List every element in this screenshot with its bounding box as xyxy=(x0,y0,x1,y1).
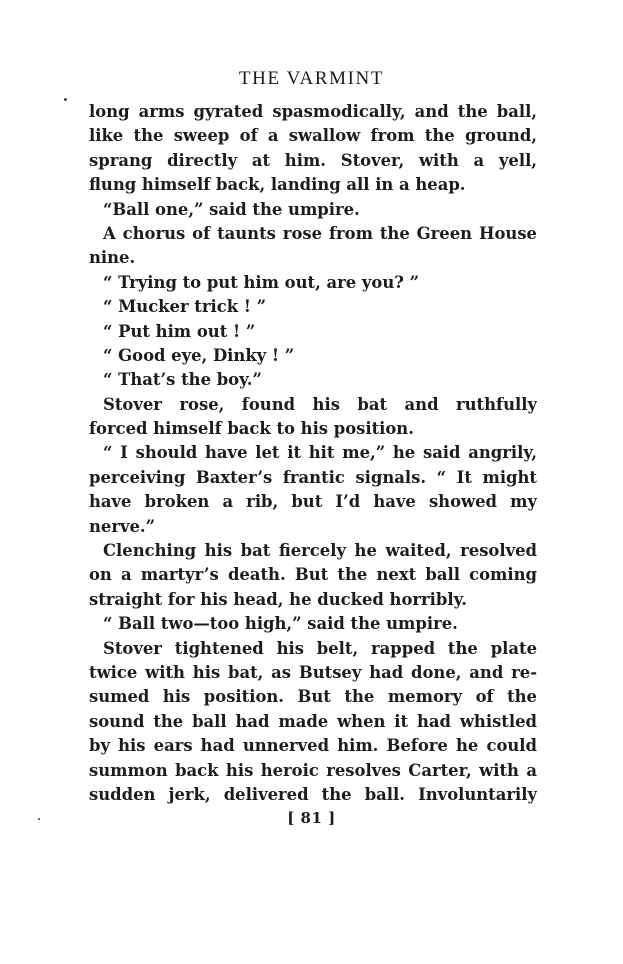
text-line: nine. xyxy=(89,248,136,268)
text-line: “ Good eye, Dinky ! ” xyxy=(103,345,295,365)
print-speck xyxy=(64,98,67,101)
text-line: Stover tightened his belt, rapped the plate xyxy=(103,638,537,658)
text-line: like the sweep of a swallow from the ground, xyxy=(89,126,537,146)
text-line: on a martyr’s death. But the next ball coming xyxy=(89,565,537,585)
text-line: summon back his heroic resolves Carter, with a xyxy=(89,760,537,780)
text-line: “ I should have let it hit me,” he said angrily, xyxy=(103,443,537,463)
text-line: “ Put him out ! ” xyxy=(103,321,256,341)
text-line: “ Trying to put him out, are you? ” xyxy=(103,272,419,292)
text-line: A chorus of taunts rose from the Green House xyxy=(103,223,537,243)
text-line: Stover rose, found his bat and ruthfully xyxy=(103,394,537,414)
text-line: perceiving Baxter’s frantic signals. “ It might xyxy=(89,467,537,487)
text-line: nerve.” xyxy=(89,516,156,536)
text-line: long arms gyrated spasmodically, and the ball, xyxy=(89,102,537,121)
print-speck xyxy=(38,818,40,820)
text-line: “Ball one,” said the umpire. xyxy=(103,199,360,219)
text-line: sound the ball had made when it had whistled xyxy=(89,711,537,731)
page-number: [ 81 ] xyxy=(287,809,336,827)
text-line: by his ears had unnerved him. Before he could xyxy=(89,736,537,756)
text-line: twice with his bat, as Butsey had done, and re- xyxy=(89,662,537,682)
text-line: sprang directly at him. Stover, with a yell, xyxy=(89,150,537,170)
text-line: have broken a rib, but I’d have showed my xyxy=(89,492,537,512)
text-line: “ Mucker trick ! ” xyxy=(103,297,267,317)
text-line: sudden jerk, delivered the ball. Involuntarily xyxy=(89,784,537,804)
text-line: “ Ball two—too high,” said the umpire. xyxy=(103,614,458,634)
body-text xyxy=(89,100,537,807)
text-line: sumed his position. But the memory of the xyxy=(89,687,537,707)
text-line: flung himself back, landing all in a heap. xyxy=(89,175,466,195)
running-head: THE VARMINT xyxy=(238,68,385,89)
text-line: “ That’s the boy.” xyxy=(103,370,262,390)
text-line: forced himself back to his position. xyxy=(89,419,414,439)
text-line: Clenching his bat fiercely he waited, resolved xyxy=(103,541,537,561)
text-line: straight for his head, he ducked horribly. xyxy=(89,589,467,609)
